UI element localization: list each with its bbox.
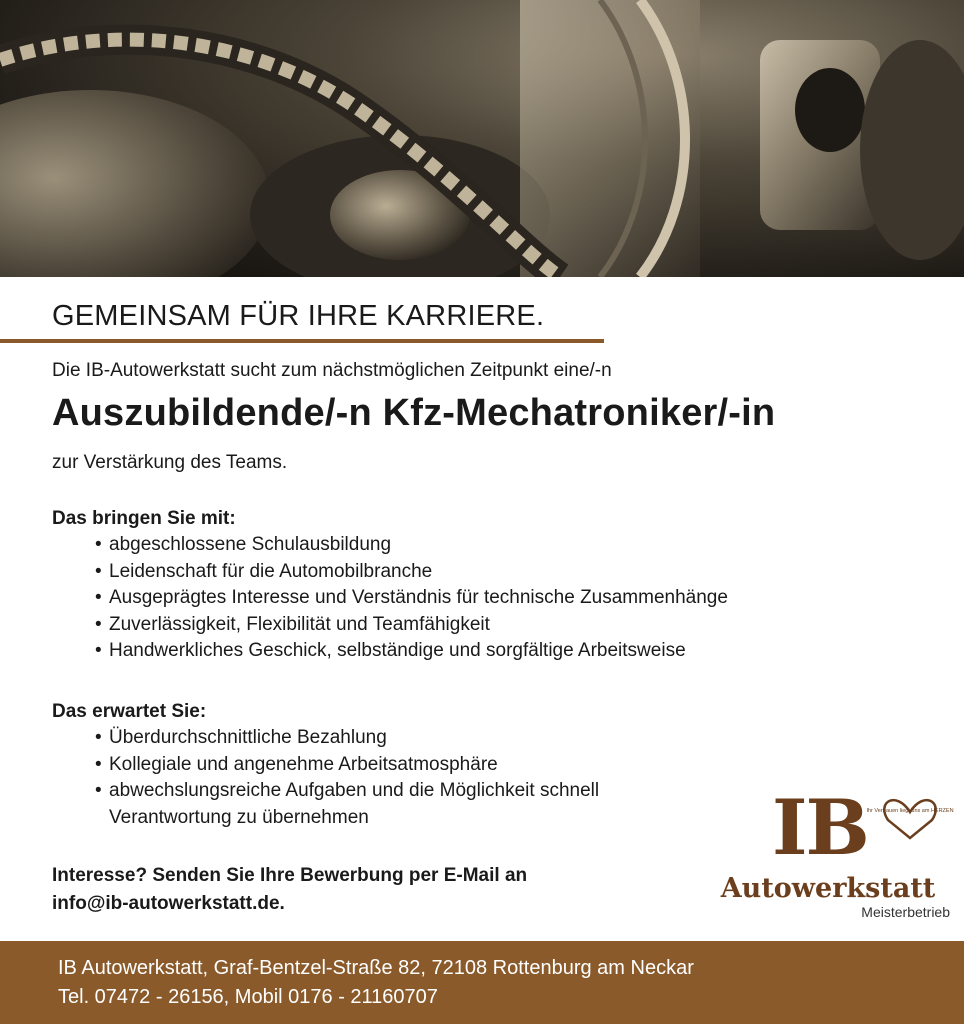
intro-text: Die IB-Autowerkstatt sucht zum nächstmöglichen Zeitpunkt eine/-n <box>52 360 612 381</box>
offer-heading: Das erwartet Sie: <box>52 701 207 722</box>
list-item: • abgeschlossene Schulausbildung <box>95 534 392 555</box>
cta-text: Interesse? Senden Sie Ihre Bewerbung per E-Mail an <box>52 865 528 886</box>
list-item: • Zuverlässigkeit, Flexibilität und Teamfähigkeit <box>95 613 490 635</box>
hero-image-engine-chain <box>0 0 964 277</box>
requirements-heading: Das bringen Sie mit: <box>52 508 236 529</box>
headline: GEMEINSAM FÜR IHRE KARRIERE. <box>52 300 545 332</box>
list-item: • Überdurchschnittliche Bezahlung <box>95 727 387 748</box>
engine-illustration <box>0 0 964 277</box>
requirements-list <box>95 532 728 665</box>
list-item: • Ausgeprägtes Interesse und Verständnis für technische Zusammenhänge <box>95 587 728 609</box>
footer <box>0 941 964 1024</box>
subline: zur Verstärkung des Teams. <box>52 452 288 473</box>
offer-list <box>95 725 715 831</box>
job-title: Auszubildende/-n Kfz-Mechatroniker/-in <box>52 392 776 434</box>
heart-text: Ihr Vertrauen liegt uns am HERZEN <box>866 808 954 814</box>
footer-address: IB Autowerkstatt, Graf-Bentzel-Straße 82, 72108 Rottenburg am Neckar <box>58 957 694 979</box>
logo-tagline: Meisterbetrieb <box>861 904 950 920</box>
ib-autowerkstatt-logo <box>700 782 960 922</box>
email-link[interactable]: info@ib-autowerkstatt.de. <box>52 893 285 914</box>
list-item: • abwechslungsreiche Aufgaben und die Möglichkeit schnell Verantwortung zu übernehmen <box>95 780 600 828</box>
list-item: • Kollegiale und angenehme Arbeitsatmosphäre <box>95 753 498 775</box>
footer-phone: Tel. 07472 - 26156, Mobil 0176 - 21160707 <box>58 986 438 1008</box>
headline-underline <box>0 339 604 343</box>
heart-icon <box>884 800 935 838</box>
list-item: • Handwerkliches Geschick, selbständige und sorgfältige Arbeitsweise <box>95 640 686 662</box>
list-item: • Leidenschaft für die Automobilbranche <box>95 560 433 582</box>
call-to-action <box>52 862 527 918</box>
logo-name: Autowerkstatt <box>720 873 936 904</box>
logo-mark: IB <box>772 783 868 872</box>
